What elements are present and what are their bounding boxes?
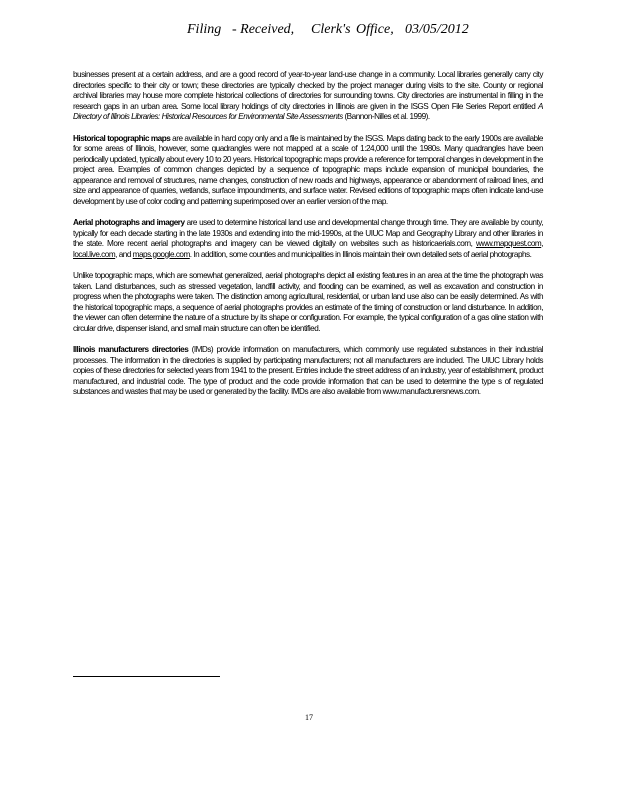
paragraph-aerial-photographs	[73, 218, 543, 260]
header-date: 03/05/2012	[405, 22, 469, 37]
report-title: A Directory of Illinois Libraries: Historical Resources for Environmental Site Assessments	[73, 101, 543, 121]
separator-text: ,	[541, 239, 543, 248]
separator-text: , and	[115, 249, 133, 259]
link-mapquest[interactable]: www.mapquest.com	[475, 239, 542, 248]
paragraph-aerial-vs-topo	[73, 271, 543, 334]
paragraph-manufacturers-directories	[73, 345, 543, 398]
paragraph-text: are used to determine historical land use and developmental change through time. They are available by county, typically for each decade starting in the late 1930s and extending into the mid-1990s, at the UIUC Map and Geography Library and other libraries in the state. More recent aerial photographs and imagery can be viewed digitally on websites such as historicaerials.com,	[73, 218, 543, 248]
filing-header	[0, 18, 618, 42]
paragraph-text: (Bannon-Nilles et al. 1999).	[342, 112, 430, 121]
paragraph-text: (IMDs) provide information on manufacturers, which commonly use regulated substances in their industrial processes. The information in the directories is supplied by participating manufacturers; not all manufacturers are included. The UIUC Library holds copies of these directories for selected years from 1941 to the present. Entries include the street address of an industry, year of establishment, product manufactured, and industrial code. The type of product and the code provide information that can be used to determine the type s of regulated substances and wastes that may be used or generated by the facility. IMDs are also available from www.manufacturersnews.com.	[73, 345, 543, 396]
page-number: 17	[305, 713, 313, 722]
link-local-live[interactable]: local.live.com	[73, 249, 116, 259]
paragraph-topographic-maps	[73, 134, 543, 208]
paragraph-text: . In addition, some counties and municipalities in Illinois maintain their own detailed sets of aerial photographs.	[189, 249, 532, 259]
paragraph-text: are available in hard copy only and a file is maintained by the ISGS. Maps dating back to the early 1900s are available for some areas of Illinois, however, some quadrangles were not mapped at a scale of 1:24,000 until the 1980s. Many quadrangles have been periodically updated, typically about every 10 to 20 years. Historical topographic maps provide a reference for temporal changes in development in the project area. Examples of common changes depicted by a sequence of topographic maps include expansion of municipal boundaries, the appearance and removal of structures, name changes, construction of new roads and highways, appearance or abandonment of railroad lines, and size and appearance of quarries, wetlands, surface impoundments, and surface water. Revised editions of topographic maps often indicate land-use development by use of color coding and patterning superimposed over an earlier version of the map.	[73, 133, 543, 206]
footnote-rule	[73, 676, 220, 677]
paragraph-text: businesses present at a certain address, and are a good record of year-to-year land-use change in a community. Local libraries generally carry city directories specific to their city or town; these directories are typically checked by the project manager during visits to the site. County or regional archival libraries may house more complete historical collections of directories for surrounding towns. City directories are instrumental in filling in the research gaps in an urban area. Some local library holdings of city directories in Illinois are given in the ISGS Open File Series Report entitled	[73, 70, 543, 111]
section-heading: Aerial photographs and imagery	[73, 218, 185, 227]
document-body	[73, 70, 543, 409]
link-google-maps[interactable]: maps.google.com	[132, 249, 190, 259]
section-heading: Historical topographic maps	[73, 133, 171, 143]
header-filing: Filing	[187, 22, 222, 37]
section-heading: Illinois manufacturers directories	[73, 345, 189, 354]
header-clerks: Clerk's	[311, 22, 351, 37]
paragraph-city-directories	[73, 70, 543, 123]
paragraph-text: Unlike topographic maps, which are somewhat generalized, aerial photographs depict all existing features in an area at the time the photograph was taken. Land disturbances, such as stressed vegetation, landfill activity, and flooding can be examined, as well as excavation and construction in progress when the photographs were taken. The distinction among agricultural, residential, or urban land use also can be easily determined. As with the historical topographic maps, a sequence of aerial photographs provides an estimate of the timing of construction or land disturbance. In addition, the viewer can often determine the nature of a structure by its shape or configuration. For example, the typical configuration of a gas oline station with circular drive, dispenser island, and small main structure can often be identified.	[73, 271, 543, 333]
header-office: Office,	[356, 22, 394, 37]
header-received: - Received,	[232, 22, 295, 37]
